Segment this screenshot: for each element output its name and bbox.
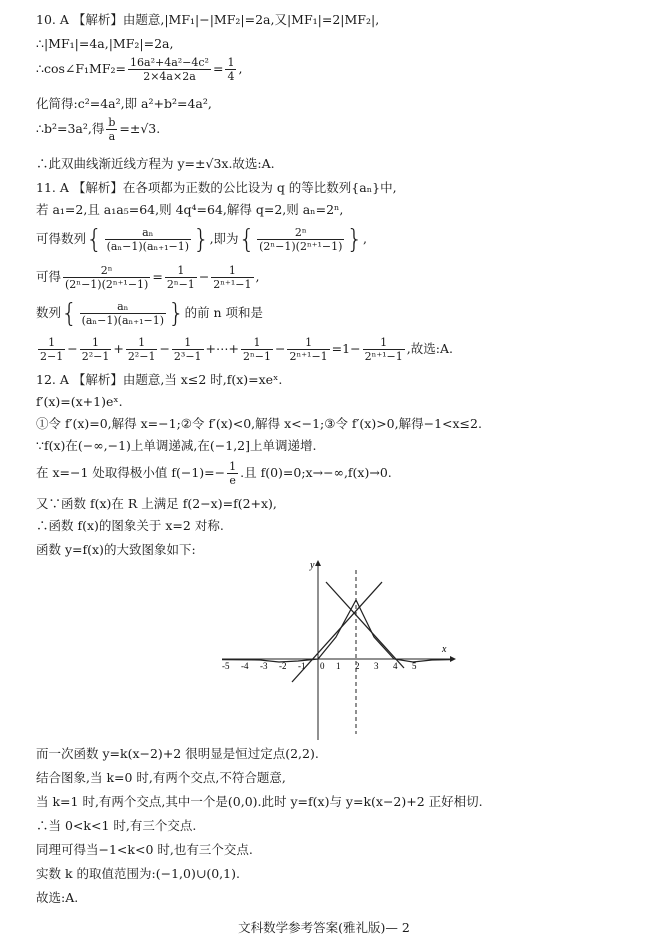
- fraction: $\frac{1}{4}$: [227, 56, 235, 83]
- fraction: $\frac{\text{2ⁿ}}{\text{(2ⁿ−1)(2ⁿ⁺¹−1)}}$: [65, 264, 149, 291]
- q12-line-9: 而一次函数 y=k(x−2)+2 很明显是恒过定点(2,2).: [36, 746, 319, 761]
- fraction: $\frac{1}{\text{2ⁿ⁺¹−1}}$: [213, 264, 252, 291]
- q10-line-4: 化简得:c²=4a²,即 a²+b²=4a²,: [36, 96, 212, 111]
- fraction: $\frac{1}{\text{2ⁿ−1}}$: [243, 336, 271, 363]
- fraction: $\frac{\text{2ⁿ}}{\text{(2ⁿ−1)(2ⁿ⁺¹−1)}}$: [259, 226, 343, 253]
- function-curve: [222, 600, 450, 662]
- q12-line-3: ①令 f′(x)=0,解得 x=−1;②令 f′(x)<0,解得 x<−1;③令 f′(x)>0,解得−1<x≤2.: [36, 416, 482, 431]
- fraction: $\frac{1}{e}$: [229, 460, 237, 487]
- y-axis-arrow-icon: [315, 560, 321, 566]
- fraction: $\frac{1}{\text{2³−1}}$: [173, 336, 202, 363]
- fraction: $\frac{\text{aₙ}}{\text{(aₙ−1)(aₙ₊₁−1)}}$: [106, 226, 190, 253]
- q12-line-4: ∵f(x)在(−∞,−1)上单调递减,在(−1,2]上单调递增.: [36, 438, 317, 453]
- page-footer: 文科数学参考答案(雅礼版)— 2: [238, 920, 410, 935]
- q12-line-1: 12. A 【解析】由题意,当 x≤2 时,f(x)=xeˣ.: [36, 372, 283, 387]
- q12-line-5: 在 x=−1 处取得极小值 f(−1)=− $\frac{1}{e}$ .且 f(0)=0;x→−∞,f(x)→0.: [36, 460, 392, 487]
- fraction: $\frac{1}{\text{2ⁿ⁺¹−1}}$: [289, 336, 328, 363]
- x-axis-label: x: [442, 644, 447, 655]
- q10-line-1: 10. A 【解析】由题意,|MF₁|−|MF₂|=2a,又|MF₁|=2|MF₂|,: [36, 12, 380, 27]
- q10-line-2: ∴|MF₁|=4a,|MF₂|=2a,: [36, 36, 174, 51]
- tick-label: -3: [260, 661, 268, 671]
- tick-labels: [222, 661, 417, 671]
- q12-line-10: 结合图象,当 k=0 时,有两个交点,不符合题意,: [36, 770, 286, 785]
- tick-label: -5: [222, 661, 230, 671]
- fraction: $\frac{1}{\text{2²−1}}$: [127, 336, 156, 363]
- fraction: $\frac{\text{16a²+4a²−4c²}}{2\times 4a\times 2a}$: [130, 56, 209, 83]
- q11-line-6: $\frac{1}{2-1}$ − $\frac{1}{\text{2²−1}}$ + $\frac{1}{\text{2²−1}}$ − $\frac{1}{\text{2³−1}}$ +⋯+ $\frac{1}{\text{2ⁿ−1}}$ − $\frac{1}{\text{2ⁿ⁺¹−1}}$ =1− $\frac{1}{\text{2ⁿ⁺¹−1}}$ ,故选:A.: [40, 336, 453, 363]
- tick-label: -2: [279, 661, 287, 671]
- tick-label: 4: [393, 661, 398, 671]
- q12-line-2: f′(x)=(x+1)eˣ.: [36, 394, 123, 409]
- fraction: $\frac{\text{aₙ}}{\text{(aₙ−1)(aₙ₊₁−1)}}$: [81, 300, 165, 327]
- tick-label: 3: [374, 661, 379, 671]
- function-graph: [214, 558, 458, 742]
- q12-line-15: 故选:A.: [36, 890, 79, 905]
- fraction: $\frac{1}{\text{2ⁿ−1}}$: [166, 264, 195, 291]
- tick-label: 1: [336, 661, 341, 671]
- q12-line-11: 当 k=1 时,有两个交点,其中一个是(0,0).此时 y=f(x)与 y=k(x−2)+2 正好相切.: [36, 794, 483, 809]
- q11-line-5: 数列{ $\frac{\text{aₙ}}{\text{(aₙ−1)(aₙ₊₁−1)}}$ }的前 n 项和是: [36, 298, 264, 329]
- fraction: $\frac{1}{2-1}$: [40, 336, 64, 363]
- q11-line-4: 可得 $\frac{\text{2ⁿ}}{\text{(2ⁿ−1)(2ⁿ⁺¹−1)}}$ = $\frac{1}{\text{2ⁿ−1}}$ − $\frac{1}{\text{2ⁿ⁺¹−1}}$ ,: [36, 264, 260, 291]
- q12-line-6: 又∵函数 f(x)在 R 上满足 f(2−x)=f(2+x),: [36, 496, 277, 511]
- q12-line-8: 函数 y=f(x)的大致图象如下:: [36, 542, 196, 557]
- q10-line-5: ∴b²=3a²,得 $\frac{b}{a}$ =±√3.: [36, 116, 161, 143]
- fraction: $\frac{b}{a}$: [108, 116, 116, 143]
- q12-line-13: 同理可得当−1<k<0 时,也有三个交点.: [36, 842, 253, 857]
- q10-cos-label: ∴cos∠F₁MF₂=: [36, 61, 127, 76]
- tick-label: -1: [298, 661, 306, 671]
- fraction: $\frac{1}{\text{2ⁿ⁺¹−1}}$: [364, 336, 403, 363]
- x-axis-arrow-icon: [450, 656, 456, 662]
- origin-label: 0: [320, 661, 325, 671]
- q10-line-6: ∴此双曲线渐近线方程为 y=±√3x.故选:A.: [36, 156, 275, 171]
- fraction: $\frac{1}{\text{2²−1}}$: [81, 336, 110, 363]
- q11-line-2: 若 a₁=2,且 a₁a₅=64,则 4q⁴=64,解得 q=2,则 aₙ=2ⁿ,: [36, 202, 344, 217]
- q11-line-3: 可得数列{ $\frac{\text{aₙ}}{\text{(aₙ−1)(aₙ₊₁−1)}}$ },即为{ $\frac{\text{2ⁿ}}{\text{(2ⁿ−1)(2ⁿ⁺¹−1)}}$ },: [36, 224, 367, 255]
- q10-line-3: ∴cos∠F₁MF₂= $\frac{\text{16a²+4a²−4c²}}{2\times 4a\times 2a}$ = $\frac{1}{4}$ ,: [36, 56, 243, 83]
- tick-label: 5: [412, 661, 417, 671]
- q12-line-12: ∴当 0<k<1 时,有三个交点.: [36, 818, 197, 833]
- tick-label: -4: [241, 661, 249, 671]
- y-axis-label: y: [310, 560, 315, 571]
- tick-label: 2: [355, 661, 360, 671]
- line-k-negative: [326, 582, 404, 668]
- q12-line-7: ∴函数 f(x)的图象关于 x=2 对称.: [36, 518, 224, 533]
- q11-line-1: 11. A 【解析】在各项都为正数的公比设为 q 的等比数列{aₙ}中,: [36, 180, 397, 195]
- q12-line-14: 实数 k 的取值范围为:(−1,0)∪(0,1).: [36, 866, 240, 881]
